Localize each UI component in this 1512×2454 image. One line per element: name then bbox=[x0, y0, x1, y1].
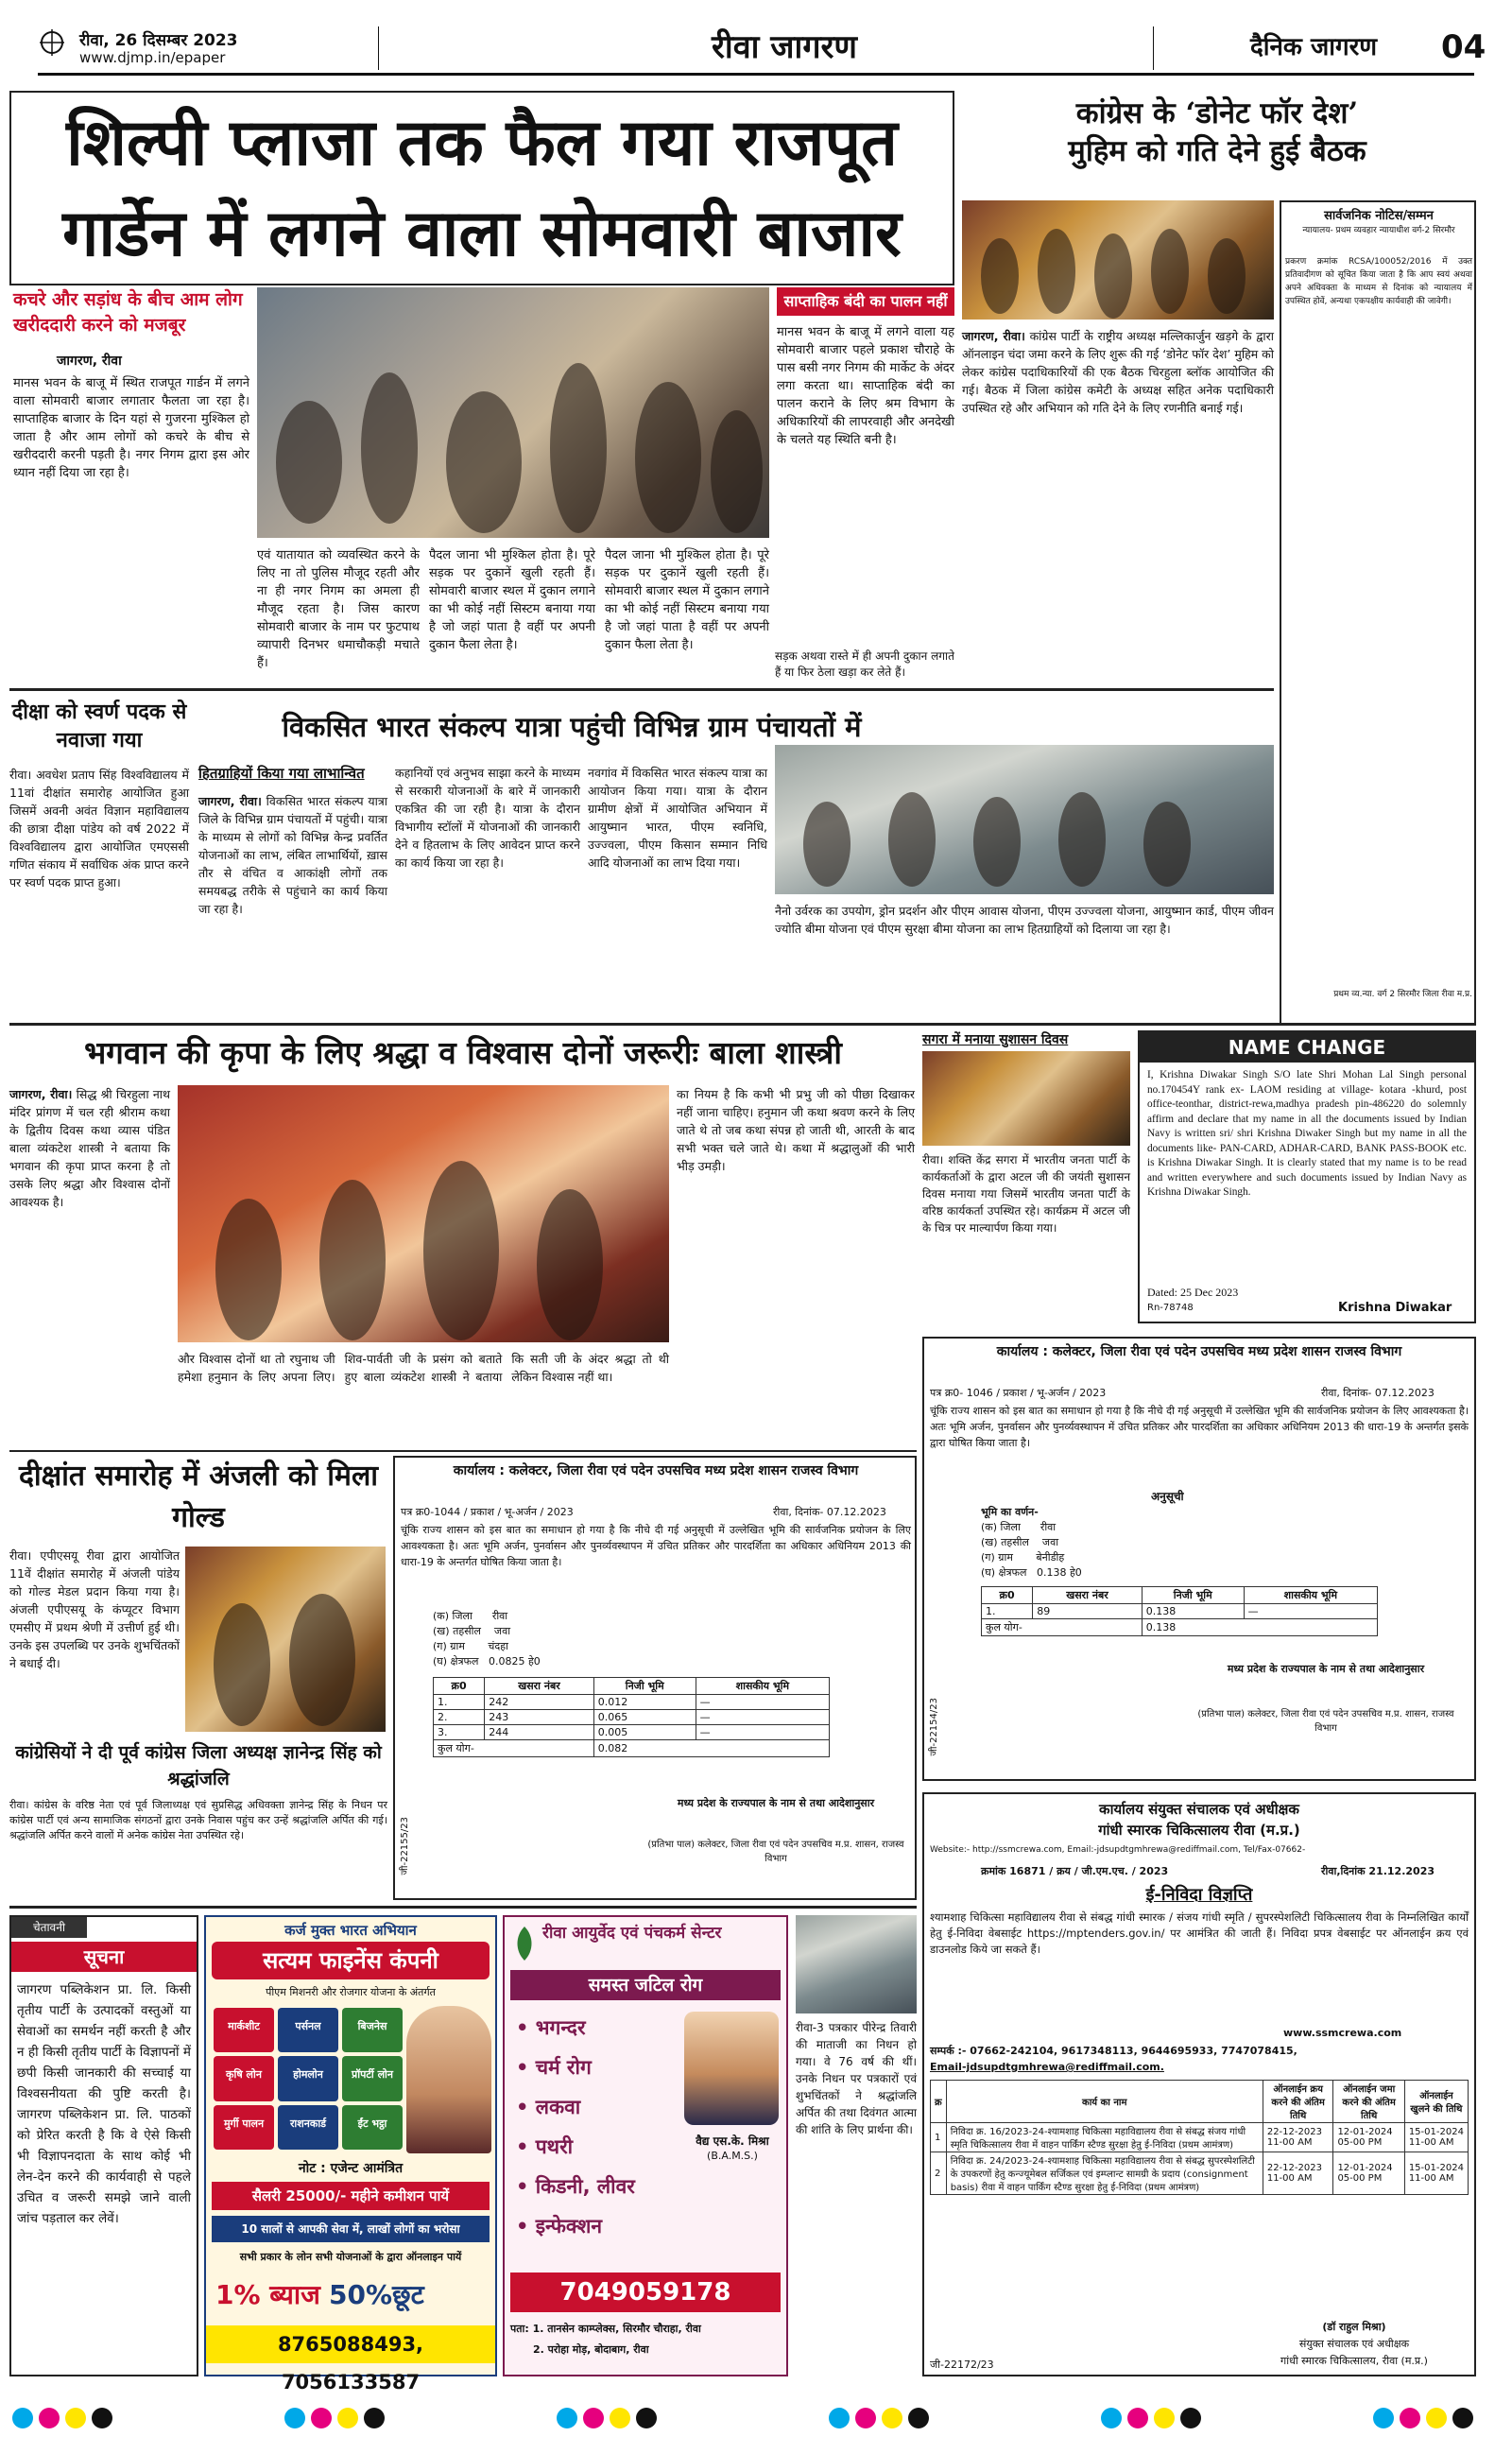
tender-sign-3: गांधी स्मारक चिकित्सालय, रीवा (म.प्र.) bbox=[1280, 2355, 1428, 2367]
table-cell: कुल योग- bbox=[982, 1619, 1143, 1636]
collector-center-table bbox=[433, 1677, 830, 1757]
table-cell: 0.082 bbox=[593, 1740, 829, 1757]
name-change-signature: Krishna Diwakar bbox=[1338, 1301, 1452, 1315]
suchna-box bbox=[9, 1915, 198, 2376]
collector-right-schedule: अनुसूची bbox=[1151, 1490, 1184, 1503]
table-cell: 3. bbox=[434, 1725, 485, 1740]
collector-center-body: चूंकि राज्य शासन को इस बात का समाधान हो गया है कि नीचे दी गई अनुसूची में उल्लेखित भूमि की सार्वजनिक प्रयोजन के लिए आवश्यकता है। अतः भूमि अर्जन, पुनर्वासन और पुनर्व्यवस्थापन में उचित प्रतिकर और पारदर्शिता का अधिकार अधिनियम 2013 की धारा-19 के अन्तर्गत घोषित किया जाता है। bbox=[401, 1524, 911, 1568]
table-cell: 0.065 bbox=[593, 1710, 696, 1725]
ayurved-ad bbox=[503, 1915, 788, 2376]
lead-side-body: मानस भवन के बाजू में लगने वाला यह सोमवारी बाजार पहले प्रकाश चौराहे के पास बसी नगर निगम की मार्केट के अंदर लगा करता था। साप्ताहिक बंदी का पालन कराने के लिए श्रम विभाग के अधिकारियों की लापरवाही और अनदेखी के चलते यह स्थिति बनी है। bbox=[777, 325, 954, 447]
tender-office-2: गांधी स्मारक चिकित्सालय रीवा (म.प्र.) bbox=[1098, 1822, 1300, 1839]
lead-subhead: कचरे और सड़ांध के बीच आम लोग खरीददारी करने को मजबूर bbox=[13, 289, 243, 336]
reg-mark-icon bbox=[38, 26, 66, 59]
collector-right-ro: जी-22154/23 bbox=[929, 1698, 939, 1756]
bhagwan-body-1-text: सिद्ध श्री चिरहुला नाथ मंदिर प्रांगण में चल रही श्रीराम कथा के द्वितीय दिवस कथा व्यास पंडित बाला व्यंकटेश शास्त्री ने बताया कि भगवान की कृपा प्राप्त करना है तो उसके लिए श्रद्धा और विश्वास दोनों आवश्यक है। bbox=[9, 1087, 170, 1209]
loan-type-badge: राशनकार्ड bbox=[278, 2105, 338, 2150]
color-registration-strip bbox=[9, 2401, 1476, 2439]
loan-type-badge: होमलोन bbox=[278, 2056, 338, 2100]
disease-item: • किडनी, लीवर bbox=[516, 2175, 635, 2198]
sagra-photo bbox=[922, 1051, 1130, 1146]
table-row bbox=[434, 1725, 830, 1740]
finance-ad-interest: 1% ब्याज bbox=[215, 2279, 320, 2310]
anjali-body: रीवा। एपीएसयू रीवा द्वारा आयोजित 11वें दीक्षांत समारोह में अंजली पांडेय को गोल्ड मेडल प्रदान किया गया है। अंजली एपीएसयू के कंप्यूटर विभाग एमसीए में प्रथम श्रेणी में उत्तीर्ण हुई थी। उनके इस उपलब्धि पर उनके शुभचिंतकों ने बधाई दी। bbox=[9, 1548, 180, 1670]
tender-header-3: ऑनलाईन जमा करने की अंतिम तिथि bbox=[1333, 2081, 1404, 2123]
table-cell: 12-01-2024 05-00 PM bbox=[1333, 2152, 1404, 2195]
ayurved-ad-address-2: 2. परोहा मोड़, बोदाबाग, रीवा bbox=[533, 2343, 649, 2356]
table-total-row bbox=[982, 1619, 1378, 1636]
finance-ad-tagline: पीएम मिशनरी और रोजगार योजना के अंतर्गत bbox=[266, 1986, 436, 1998]
table-cell: 1. bbox=[982, 1604, 1033, 1619]
congress-headline-2: मुहिम को गति देने हुई बैठक bbox=[1068, 134, 1366, 168]
tender-table bbox=[930, 2080, 1469, 2195]
viksit-body-1-text: विकसित भारत संकल्प यात्रा जिले के विभिन्न ग्राम पंचायतों में पहुंची। यात्रा के माध्यम से लोगों को विभिन्न केन्द्र प्रवर्तित योजनाओं का लाभ, लंबित लाभार्थियों, ख़ास तौर से वंचित व आकांक्षी लोगों तक समयबद्ध तरीके से पहुंचाने का कार्य किया जा रहा है। bbox=[198, 794, 388, 916]
table-cell: 243 bbox=[485, 1710, 594, 1725]
tender-number: क्रमांक 16871 / क्रय / जी.एम.एच. / 2023 bbox=[981, 1865, 1169, 1877]
congress-body-text: कांग्रेस पार्टी के राष्ट्रीय अध्यक्ष मल्लिकार्जुन खड़गे के द्वारा ऑनलाइन चंदा जमा करने के लिए शुरू की गई ‘डोनेट फॉर देश’ मुहिम को लेकर कांग्रेस पदाधिकारियों की एक बैठक चिरहुला ब्लॉक आयोजित की गई। बैठक में जिला कांग्रेस कमेटी के अध्यक्ष सहित अनेक पदाधिकारी उपस्थित रहे और अभियान को गति देने के लिए रणनीति बनाई गई। bbox=[962, 329, 1275, 415]
tender-sign-2: संयुक्त संचालक एवं अधीक्षक bbox=[1298, 2338, 1410, 2350]
diksha-body: रीवा। अवधेश प्रताप सिंह विश्वविद्यालय में 11वां दीक्षांत समारोह आयोजित हुआ जिसमें अवनी अवंत विज्ञान महाविद्यालय की छात्रा दीक्षा पांडेय को वर्ष 2022 में विश्वविद्यालय द्वारा आयोजित एमएससी गणित संकाय में सर्वाधिक अंक प्राप्त करने पर स्वर्ण पदक प्राप्त हुआ। bbox=[9, 768, 189, 890]
tender-header-2: ऑनलाईन क्रय करने की अंतिम तिथि bbox=[1263, 2081, 1333, 2123]
tribute-headline: कांग्रेसियों ने दी पूर्व कांग्रेस जिला अध्यक्ष ज्ञानेन्द्र सिंह को श्रद्धांजलि bbox=[15, 1742, 382, 1789]
collector-center-date: रीवा, दिनांक- 07.12.2023 bbox=[773, 1506, 886, 1518]
lead-body-2: एवं यातायात को व्यवस्थित करने के लिए ना तो पुलिस मौजूद रहती और ना ही नगर निगम का अमला ही मौजूद रहता है। जिस कारण सोमवारी बाजार के नाम पर फुटपाथ व्यापारी दिनभर धमाचौकड़ी मचाते हैं। bbox=[257, 548, 420, 670]
finance-ad-offer: 10 सालों से आपकी सेवा में, लाखों लोगों का भरोसा bbox=[212, 2216, 490, 2242]
viksit-subhead: हितग्राहियों किया गया लाभान्वित bbox=[198, 765, 365, 782]
table-cell: — bbox=[696, 1725, 829, 1740]
tender-header-1: कार्य का नाम bbox=[946, 2081, 1263, 2123]
table-cell: 89 bbox=[1033, 1604, 1143, 1619]
collector-right-body: चूंकि राज्य शासन को इस बात का समाधान हो गया है कि नीचे दी गई अनुसूची में उल्लेखित भूमि की सार्वजनिक प्रयोजन के लिए आवश्यकता है। अतः भूमि अर्जन, पुनर्वासन और पुनर्व्यवस्थापन में उचित प्रतिकर और पारदर्शिता का अधिकार अधिनियम 2013 की धारा-19 के अन्तर्गत इसके द्वारा घोषित किया जाता है। bbox=[930, 1405, 1469, 1449]
finance-ad-phone[interactable]: 8765088493, 7056133587 bbox=[206, 2325, 495, 2363]
disease-item: • चर्म रोग bbox=[516, 2056, 592, 2079]
finance-ad bbox=[204, 1915, 497, 2394]
name-change-box bbox=[1138, 1030, 1476, 1323]
congress-body bbox=[962, 327, 1274, 683]
name-change-ref: Rn-78748 bbox=[1147, 1303, 1194, 1313]
ayurved-logo-icon bbox=[510, 1925, 539, 1962]
sagra-heading: सगरा में मनाया सुशासन दिवस bbox=[922, 1032, 1069, 1047]
finance-ad-discount: 50%छूट bbox=[329, 2279, 424, 2310]
anjali-headline: दीक्षांत समारोह में अंजली को मिला गोल्ड bbox=[18, 1460, 379, 1534]
collector-center-ro: जी-22155/23 bbox=[400, 1817, 410, 1875]
ayurved-ad-degree: (B.A.M.S.) bbox=[707, 2150, 758, 2162]
collector-center-tehsil: जवा bbox=[493, 1625, 511, 1637]
tender-office-1: कार्यालय संयुक्त संचालक एवं अधीक्षक bbox=[1099, 1801, 1299, 1818]
collector-right-date: रीवा, दिनांक- 07.12.2023 bbox=[1321, 1387, 1435, 1399]
viksit-body-3: नवगांव में विकसित भारत संकल्प यात्रा का आयोजन किया गया। यात्रा के दौरान ग्रामीण क्षेत्रों में आयोजित अभियान में आयुष्मान भारत, पीएम स्वनिधि, उज्ज्वला, पीएम किसान सम्मान निधि आदि योजनाओं का लाभ दिया गया। bbox=[588, 766, 767, 870]
collector-right-footer-2: (प्रतिभा पाल) कलेक्टर, जिला रीवा एवं पदेन उपसचिव म.प्र. शासन, राजस्व विभाग bbox=[1197, 1709, 1454, 1734]
loan-type-badge: मार्कशीट bbox=[214, 2008, 274, 2052]
loan-type-badge: प्रॉपर्टी लोन bbox=[342, 2056, 403, 2100]
finance-ad-top: कर्ज मुक्त भारत अभियान bbox=[284, 1922, 417, 1939]
table-cell: 22-12-2023 11-00 AM bbox=[1263, 2123, 1333, 2152]
collector-center-header-0: क्र0 bbox=[434, 1678, 485, 1695]
table-cell: निविदा क्र. 16/2023-24-श्यामशाह चिकित्सा महाविद्यालय रीवा से संबद्ध संजय गांधी स्मृति चिकित्सालय रीवा में वाहन पार्किंग स्टैण्ड सुरक्षा हेतु ई-निविदा (प्रथम आमंत्रण) bbox=[946, 2123, 1263, 2152]
collector-center-district: रीवा bbox=[491, 1610, 508, 1622]
congress-photo-meeting bbox=[962, 200, 1274, 320]
tender-header-0: क्र bbox=[931, 2081, 947, 2123]
table-row bbox=[931, 2152, 1469, 2195]
page-number: 04 bbox=[1441, 28, 1486, 66]
loan-type-badge: बिजनेस bbox=[342, 2008, 403, 2052]
bhagwan-photo-katha bbox=[178, 1085, 669, 1342]
table-cell: 12-01-2024 05-00 PM bbox=[1333, 2123, 1404, 2152]
obit-body: रीवा-3 पत्रकार पीरेन्द्र तिवारी की माताजी का निधन हो गया। वे 76 वर्ष की थीं। उनके निधन पर पत्रकारों एवं शुभचिंतकों ने श्रद्धांजलि अर्पित की तथा दिवंगत आत्मा की शांति के लिए प्रार्थना की। bbox=[796, 2021, 917, 2136]
masthead-url[interactable]: www.djmp.in/epaper bbox=[79, 49, 226, 66]
collector-right-notice bbox=[922, 1337, 1476, 1781]
collector-center-footer-2: (प्रतिभा पाल) कलेक्टर, जिला रीवा एवं पदेन उपसचिव म.प्र. शासन, राजस्व विभाग bbox=[647, 1840, 904, 1864]
table-cell: 22-12-2023 11-00 AM bbox=[1263, 2152, 1333, 2195]
finance-ad-loan-grid bbox=[214, 2008, 403, 2150]
table-cell: 0.005 bbox=[593, 1725, 696, 1740]
tribute-body: रीवा। कांग्रेस के वरिष्ठ नेता एवं पूर्व जिलाध्यक्ष एवं सुप्रसिद्ध अधिवक्ता ज्ञानेन्द्र सिंह के निधन पर कांग्रेस पार्टी एवं अन्य सामाजिक संगठनों द्वारा उनके निवास पहुंच कर उन्हें श्रद्धांजलि अर्पित की गई। श्रद्धांजलि अर्पित करने वालों में अनेक कांग्रेस नेता उपस्थित रहे। bbox=[9, 1799, 387, 1841]
collector-center-header-1: खसरा नंबर bbox=[485, 1678, 594, 1695]
finance-ad-online: सभी प्रकार के लोन सभी योजनाओं के द्वारा ऑनलाइन पायें bbox=[239, 2251, 462, 2263]
ayurved-ad-phone[interactable]: 7049059178 bbox=[510, 2273, 781, 2312]
lead-photo-market bbox=[257, 287, 769, 538]
name-change-title: NAME CHANGE bbox=[1140, 1032, 1474, 1063]
collector-center-header-2: निजी भूमि bbox=[593, 1678, 696, 1695]
finance-ad-person-photo bbox=[406, 2006, 491, 2153]
collector-right-land: भूमि का वर्णन- (क) जिला रीवा (ख) तहसील जवा (ग) ग्राम बेनीडीह (घ) क्षेत्रफल 0.138 हे0 bbox=[981, 1506, 1082, 1579]
ayurved-ad-subtitle: समस्त जटिल रोग bbox=[510, 1970, 781, 2000]
tender-notice bbox=[922, 1792, 1476, 2376]
lead-side-body-2: सड़क अथवा रास्ते में ही अपनी दुकान लगाते हैं या फिर ठेला खड़ा कर लेते हैं। bbox=[775, 649, 954, 679]
tender-email[interactable]: Email-jdsupdtgmhrewa@rediffmail.com. bbox=[930, 2061, 1164, 2073]
notice-summons-subtitle: न्यायालय- प्रथम व्यवहार न्यायाधीश वर्ग-2 सिरमौर bbox=[1302, 226, 1455, 235]
collector-right-area: 0.138 हे0 bbox=[1036, 1566, 1082, 1579]
diksha-headline: दीक्षा को स्वर्ण पदक से नवाजा गया bbox=[11, 700, 187, 752]
tender-contact: सम्पर्क :- 07662-242104, 9617348113, 9644695933, 7747078415, bbox=[930, 2045, 1297, 2057]
collector-right-footer-1: मध्य प्रदेश के राज्यपाल के नाम से तथा आदेशानुसार bbox=[1227, 1663, 1425, 1675]
tender-sign-1: (डॉ राहुल मिश्रा) bbox=[1322, 2321, 1386, 2333]
tender-web[interactable]: www.ssmcrewa.com bbox=[1283, 2027, 1402, 2039]
table-cell: 15-01-2024 11-00 AM bbox=[1404, 2123, 1468, 2152]
disease-item: • भगन्दर bbox=[516, 2016, 586, 2039]
collector-right-table bbox=[981, 1586, 1378, 1636]
table-cell: 244 bbox=[485, 1725, 594, 1740]
notice-summons-footer: प्रथम व्य.न्या. वर्ग 2 सिरमौर जिला रीवा म.प्र. bbox=[1333, 990, 1472, 999]
notice-summons-title: सार्वजनिक नोटिस/सम्मन bbox=[1324, 209, 1434, 223]
sagra-body: रीवा। शक्ति केंद्र सगरा में भारतीय जनता पार्टी के कार्यकर्ताओं के द्वारा अटल जी की जयंती सुशासन दिवस मनाया गया जिसमें भारतीय जनता पार्टी के वरिष्ठ कार्यकर्ता उपस्थित रहे। कार्यक्रम में अटल जी के चित्र पर माल्यार्पण किया गया। bbox=[922, 1153, 1130, 1235]
ayurved-ad-address-1: पता: 1. तानसेन काम्प्लेक्स, सिरमौर चौराहा, रीवा bbox=[510, 2323, 701, 2335]
finance-ad-note: नोट : एजेन्ट आमंत्रित bbox=[298, 2161, 404, 2176]
congress-dateline: जागरण, रीवा। bbox=[962, 329, 1025, 343]
bhagwan-body-3: का नियम है कि कभी भी प्रभु जी को पीछा दिखाकर नहीं जाना चाहिए। हनुमान जी कथा श्रवण करने के लिए जाते थे तो जब कथा संपन्न हो जाती थी, आरती के बाद सभी भक्त चले जाते थे। कथा में श्रद्धालुओं की भारी भीड़ उमड़ी। bbox=[677, 1087, 915, 1173]
lead-body-1: मानस भवन के बाजू में स्थित राजपूत गार्डन में लगने वाला सोमवारी बाजार लगातार फैलता जा रहा है। साप्ताहिक बाजार के दिन यहां से गुजरना मुश्किल हो जाता है और आम लोगों को कचरे के बीच से खरीददारी करनी पड़ती है। नगर निगम द्वारा इस ओर ध्यान नहीं दिया जा रहा है। bbox=[13, 376, 249, 480]
loan-type-badge: पर्सनल bbox=[278, 2008, 338, 2052]
disease-item: • पथरी bbox=[516, 2135, 574, 2158]
masthead-paper: दैनिक जागरण bbox=[1249, 33, 1378, 61]
table-cell: 0.138 bbox=[1142, 1619, 1377, 1636]
collector-center-header-3: शासकीय भूमि bbox=[696, 1678, 829, 1695]
bhagwan-headline: भगवान की कृपा के लिए श्रद्धा व विश्वास दोनों जरूरीः बाला शास्त्री bbox=[84, 1034, 842, 1071]
table-cell: 0.012 bbox=[593, 1695, 696, 1710]
collector-center-office: कार्यालय : कलेक्टर, जिला रीवा एवं पदेन उपसचिव मध्य प्रदेश शासन राजस्व विभाग bbox=[453, 1463, 859, 1478]
lead-headline-box bbox=[9, 91, 954, 285]
finance-ad-salary: सैलरी 25000/- महीने कमीशन पायें bbox=[212, 2182, 490, 2210]
name-change-dated: Dated: 25 Dec 2023 bbox=[1147, 1286, 1239, 1299]
tender-ro: जी-22172/23 bbox=[930, 2359, 994, 2371]
viksit-body-2: कहानियों एवं अनुभव साझा करने के माध्यम से सरकारी योजनाओं के बारे में जानकारी एकत्रित की जा रही है। यात्रा के दौरान विभागीय स्टॉलों में योजनाओं की जानकारी देने व हितलाभ के लिए आवेदन प्राप्त करने का कार्य किया जा रहा है। bbox=[395, 766, 580, 870]
anjali-photo bbox=[185, 1547, 386, 1732]
table-cell: — bbox=[696, 1710, 829, 1725]
viksit-dateline: जागरण, रीवा। bbox=[198, 794, 262, 808]
table-cell: 15-01-2024 11-00 AM bbox=[1404, 2152, 1468, 2195]
obit-photo bbox=[796, 1915, 917, 2013]
table-total-row bbox=[434, 1740, 830, 1757]
table-row bbox=[434, 1710, 830, 1725]
table-cell: — bbox=[696, 1695, 829, 1710]
notice-summons-body: प्रकरण क्रमांक RCSA/100052/2016 में उक्त प्रतिवादीगण को सूचित किया जाता है कि आप स्वयं अथवा अपने अधिवक्ता के माध्यम से दिनांक को न्यायालय में उपस्थित होवें, अन्यथा एकपक्षीय कार्यवाही की जावेगी। bbox=[1285, 257, 1472, 306]
collector-center-village: चंदहा bbox=[488, 1640, 508, 1652]
masthead bbox=[38, 26, 1486, 76]
collector-right-district: रीवा bbox=[1040, 1521, 1057, 1533]
collector-center-footer-1: मध्य प्रदेश के राज्यपाल के नाम से तथा आदेशानुसार bbox=[677, 1797, 875, 1809]
viksit-headline: विकसित भारत संकल्प यात्रा पहुंची विभिन्न ग्राम पंचायतों में bbox=[282, 711, 862, 743]
masthead-date: रीवा, 26 दिसम्बर 2023 bbox=[79, 31, 238, 50]
table-cell: — bbox=[1244, 1604, 1377, 1619]
collector-center-ref: पत्र क्र0-1044 / प्रकाश / भू-अर्जन / 2023 bbox=[401, 1506, 574, 1518]
collector-right-tehsil: जवा bbox=[1041, 1536, 1059, 1548]
tender-header-4: ऑनलाईन खुलने की तिथि bbox=[1404, 2081, 1468, 2123]
ayurved-ad-title: रीवा आयुर्वेद एवं पंचकर्म सेन्टर bbox=[542, 1924, 722, 1943]
table-cell: कुल योग- bbox=[434, 1740, 594, 1757]
collector-right-header-3: शासकीय भूमि bbox=[1244, 1587, 1377, 1604]
suchna-label: चेतावनी bbox=[11, 1917, 87, 1938]
table-cell: 0.138 bbox=[1142, 1604, 1244, 1619]
suchna-body: जागरण पब्लिकेशन प्रा. लि. किसी तृतीय पार्टी के उत्पादकों वस्तुओं या सेवाओं का समर्थन नहीं करती है और न ही किसी तृतीय पार्टी के विज्ञापनों में छपी किसी जानकारी की सच्चाई या विश्वसनीयता की पुष्टि करती है। जागरण पब्लिकेशन प्रा. लि. पाठकों को प्रेरित करती है कि वे ऐसे किसी भी विज्ञापनदाता के साथ कोई भी लेन-देन करने की कार्यवाही से पहले उचित व जरूरी समझे जाने वाली जांच पड़ताल कर लेवें। bbox=[17, 1982, 191, 2226]
ayurved-doctor-photo bbox=[684, 2012, 779, 2125]
tender-title: ई-निविदा विज्ञप्ति bbox=[1145, 1885, 1253, 1905]
collector-right-ref: पत्र क्र0- 1046 / प्रकाश / भू-अर्जन / 2023 bbox=[930, 1387, 1107, 1399]
disease-item: • लकवा bbox=[516, 2096, 581, 2118]
viksit-photo-event bbox=[775, 745, 1274, 894]
lead-headline-line-1: शिल्पी प्लाजा तक फैल गया राजपूत bbox=[66, 105, 898, 181]
name-change-body: I, Krishna Diwakar Singh S/O late Shri Mohan Lal Singh personal no.170454Y rank ex- LAOM residing at village- kotara -khurd, post office-teonthar, district-rewa,madhya pradesh pin-486220 do solemnly affirm and declare that my name in all the documents issued by Indian Navy is written sri/ shri Krishna Diwaker Singh but my name in all the documents like- PAN-CARD, ADHAR-CARD, BANK PASS-BOOK etc. is Krishna Diwakar Singh. It is clearly stated that my name is to be read and written everywhere and such documents issued by Indian Navy as Krishna Diwakar Singh. bbox=[1147, 1069, 1467, 1198]
finance-ad-company: सत्यम फाइनेंस कंपनी bbox=[212, 1942, 490, 1979]
ayurved-ad-doctor: वैद्य एस.के. मिश्रा bbox=[696, 2134, 769, 2148]
viksit-body-4: नैनो उर्वरक का उपयोग, ड्रोन प्रदर्शन और पीएम आवास योजना, पीएम उज्ज्वला योजना, आयुष्मान कार्ड, पीएम जीवन ज्योति बीमा योजना एवं पीएम सुरक्षा बीमा योजना का लाभ हितग्राहियों को दिलाया जा रहा है। bbox=[775, 904, 1274, 936]
table-cell: 1 bbox=[931, 2123, 947, 2152]
tender-body: श्यामशाह चिकित्सा महाविद्यालय रीवा से संबद्ध गांधी स्मारक / संजय गांधी स्मृति / सुपरस्पेशलिटी चिकित्सालय रीवा के निम्नलिखित कार्यों हेतु ई-निविदा वेबसाईट https://mptenders.gov.in/ पर आमंत्रित की जाती हैं। निविदा प्रपत्र वेबसाईट पर ऑनलाईन क्रय एवं डाउनलोड किये जा सकते हैं। bbox=[930, 1910, 1469, 1956]
table-cell: 242 bbox=[485, 1695, 594, 1710]
loan-type-badge: कृषि लोन bbox=[214, 2056, 274, 2100]
collector-center-notice bbox=[393, 1456, 917, 1900]
lead-headline-line-2: गार्डेन में लगने वाला सोमवारी बाजार bbox=[62, 196, 902, 271]
lead-dateline: जागरण, रीवा bbox=[57, 354, 122, 369]
collector-right-header-2: निजी भूमि bbox=[1142, 1587, 1244, 1604]
bhagwan-body-2: और विश्वास दोनों था तो रघुनाथ जी हमेशा हनुमान के लिए अपना लिए। शिव-पार्वती जी के प्रसंग को बताते हुए बाला व्यंकटेश शास्त्री ने बताया कि सती जी के अंदर श्रद्धा तो थी लेकिन विश्वास नहीं था। bbox=[178, 1352, 669, 1384]
collector-right-office: कार्यालय : कलेक्टर, जिला रीवा एवं पदेन उपसचिव मध्य प्रदेश शासन राजस्व विभाग bbox=[996, 1344, 1402, 1359]
table-row bbox=[434, 1695, 830, 1710]
bhagwan-dateline: जागरण, रीवा। bbox=[9, 1087, 73, 1101]
tender-website[interactable]: Website:- http://ssmcrewa.com, Email:-jdsupdtgmhrewa@rediffmail.com, Tel/Fax-07662- bbox=[930, 1845, 1306, 1855]
notice-summons-box bbox=[1280, 200, 1476, 1025]
lead-body-col-extra: पैदल जाना भी मुश्किल होता है। पूरे सड़क पर दुकानें खुली रहती हैं। सोमवारी बाजार स्थल में दुकान लगाने का भी कोई नहीं सिस्टम बनाया गया है जो जहां पाता है वहीं पर अपनी दुकान फैला लेता है। bbox=[605, 548, 769, 652]
table-cell: 1. bbox=[434, 1695, 485, 1710]
lead-body-3: पैदल जाना भी मुश्किल होता है। पूरे सड़क पर दुकानें खुली रहती हैं। सोमवारी बाजार स्थल में दुकान लगाने का भी कोई नहीं सिस्टम बनाया गया है जो जहां पाता है वहीं पर अपनी दुकान फैला लेता है। bbox=[429, 548, 595, 652]
ayurved-ad-diseases bbox=[516, 2008, 677, 2246]
collector-center-land: (क) जिला रीवा (ख) तहसील जवा (ग) ग्राम चंदहा (घ) क्षेत्रफल 0.0825 हे0 bbox=[433, 1610, 541, 1668]
bhagwan-body-1 bbox=[9, 1085, 170, 1444]
tender-date: रीवा,दिनांक 21.12.2023 bbox=[1321, 1865, 1435, 1877]
lead-side-heading: साप्ताहिक बंदी का पालन नहीं bbox=[777, 287, 954, 316]
collector-center-area: 0.0825 हे0 bbox=[488, 1655, 541, 1668]
collector-right-village: बेनीडीह bbox=[1036, 1551, 1065, 1564]
masthead-title: रीवा जागरण bbox=[712, 28, 857, 66]
table-cell: 2 bbox=[931, 2152, 947, 2195]
collector-right-header-0: क्र0 bbox=[982, 1587, 1033, 1604]
loan-type-badge: ईंट भट्ठा bbox=[342, 2105, 403, 2150]
table-row bbox=[931, 2123, 1469, 2152]
suchna-title: सूचना bbox=[11, 1942, 197, 1972]
disease-item: • इन्फेक्शन bbox=[516, 2215, 603, 2238]
table-row bbox=[982, 1604, 1378, 1619]
loan-type-badge: मुर्गी पालन bbox=[214, 2105, 274, 2150]
collector-right-header-1: खसरा नंबर bbox=[1033, 1587, 1143, 1604]
table-cell: 2. bbox=[434, 1710, 485, 1725]
viksit-body-1 bbox=[198, 792, 387, 1013]
collector-right-land-label: भूमि का वर्णन- bbox=[981, 1506, 1039, 1518]
congress-headline-1: कांग्रेस के ‘डोनेट फॉर देश’ bbox=[1075, 96, 1359, 130]
table-cell: निविदा क्र. 24/2023-24-श्यामशाह चिकित्सा महाविद्यालय रीवा से संबद्ध सुपरस्पेशलिटी के उपकरणों हेतु कन्ज्यूमेबल सर्जिकल एवं इम्प्लान्ट सामग्री के प्रदाय (consignment basis) रीवा में वाहन पार्किंग स्टैण्ड सुरक्षा हेतु ई-निविदा (प्रथम आमंत्रण) bbox=[946, 2152, 1263, 2195]
